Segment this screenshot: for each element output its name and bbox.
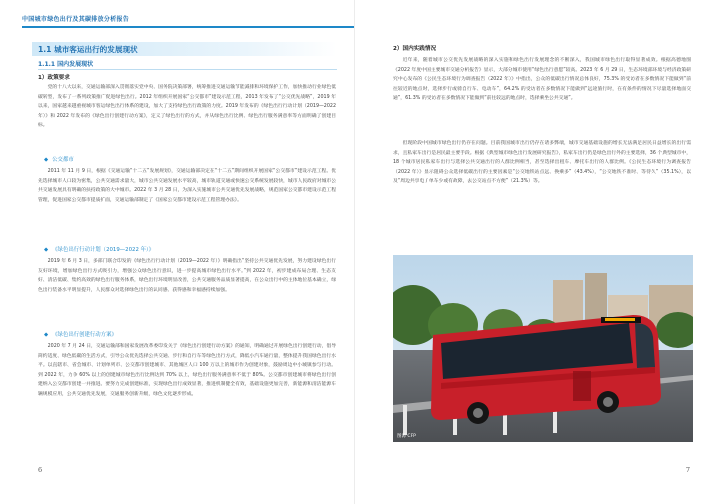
diamond-bullet-icon: ◆ xyxy=(44,332,49,338)
paragraph-green-travel-plan: 2019 年 6 月 3 日，多部门联合印发的《绿色出行行动计划（2019—2022 年）》明确指出“坚持公共交通优先发展，努力建设绿色出行友好环境，增加绿色出行方式吸引力，增强公众绿色出行意识，进一步提高城市绿色出行水平。”到 2022 年，初步建成布局合理、生态友好、清洁低碳、集约高效的绿色出行服务体系，绿色出行环境明显改善，公共交通服务品质显著提高，在公众出行中的主体地位基本确立，绿色出行装备水平明显提升，人民群众对选择绿色出行的认同感、获得感和幸福感持续加强。 xyxy=(38,259,336,293)
diamond-bullet-icon: ◆ xyxy=(44,157,49,163)
paragraph-public-transit-city: 2011 年 11 月 9 日，根据《交通运输“十二五”发展规划》，交通运输部决定在“十二五”期间组织开展国家“公交都市”建设示范工程。优先选择城市人口较为密集，公共交通需求量大，城市公共交通发展水平较高，城市轨道交通或快速公交系统发展较快，城市人民政府对城市公共交通发展具有明确的扶持政策的大中城市。2022 年 3 月 28 日，为深入实施城市公共交通优先发展战略，规范国家公交都市建设示范工程管理，促进国家公交都市提质扩面，交通运输部制定了《国家公交都市建设示范工程管理办法》。 xyxy=(38,169,336,203)
photo-caption: 图源 CFP xyxy=(397,434,416,439)
bus-photo xyxy=(393,255,693,442)
bullet-heading-public-transit-city xyxy=(44,155,74,163)
paragraph-green-travel-creation: 2020 年 7 月 24 日，交通运输部和国家发展改革委印发关于《绿色出行创建行动方案》的通知，明确通过开展绿色出行创建行动，倡导简约适度、绿色低碳的生活方式，引导公众优先选择公共交通、步行和自行车等绿色出行方式，降低小汽车通行量，整体提升我国绿色出行水平。以直辖市、省会城市、计划单列市、公交都市创建城市、其他城区人口 100 万以上的城市作为创建对象，鼓励周边中小城镇参与行动。到 2022 年，力争 60% 以上的创建城市绿色出行比例达到 70% 以上，绿色出行服务满意率不低于 80%。公交都市创建城市将绿色出行创建纳入公交都市创建一并推进。要努力完成创建标准，实现绿色出行成效显著，推进机制健全有效，基础设施更加完善，新能源和清洁能源车辆规模应用，公共交通优先发展，交通服务创新升级，绿色文化逐步形成。 xyxy=(38,344,336,397)
paragraph-domestic-practice-1: 近年来，随着城市公交优先发展战略的深入实施和绿色出行发展理念的不断深入，我国城市绿色出行取得显著成效。根据高德地图《2022 年度中国主要城市交通分析报告》显示，大部分城市使用“绿色出行意愿”较高。2023 年 6 月 29 日，生态环境部环境与经济政策研究中心发布的《公民生态环境行为调查报告（2022 年）》中指出，公众的低碳出行情况总体良好，75.3% 的受访者在多数情况下能做到“前往较近的地点时，选择步行或骑自行车、电动车”，64.2% 的受访者在多数情况下能做到“远途旅行时，在有条件的情况下尽量选择地面交通”，61.3% 的受访者在多数情况下能做到“前往较远的地点时，选择乘坐公共交通”。 xyxy=(393,58,691,102)
page-number-left: 6 xyxy=(38,466,43,474)
section-title: 1.1 城市客运出行的发展现状 xyxy=(38,45,138,54)
bullet-heading-green-travel-creation xyxy=(44,330,117,338)
heading-policy: 1）政策要求 xyxy=(38,75,70,81)
section-heading-band xyxy=(32,42,337,56)
page-number-right: 7 xyxy=(685,466,690,474)
running-header xyxy=(22,14,355,28)
bullet-label: 《绿色出行创建行动方案》 xyxy=(52,332,117,338)
paragraph-domestic-practice-2: 但现阶段中国城市绿色出行仍存在问题。目前我国城市出行仍存在诸多弊端，城市交通基础设施的增长无法满足居民日益增长的出行需求，且私家车出行是居民最主要手段。根据《典型城市绿色出行发展研究报告》，私家车出行仍是绿色出行外的主要选择，36 个典型城市中，18 个城市居民私家车出行与选择公共交通出行的人群比例相当，甚至选择出租车、摩托车出行的人群比例。《公民生态环境行为调查报告（2022 年）》显示阻碍公众选择低碳出行的主要因素是“公交地铁站点远、换乘多”（43.4%），“公交地铁不准时、等待久”（35.1%），以及“周边共享电 / 单车少或有故障，去公交站点不方便”（21.3%）等。 xyxy=(393,141,691,185)
paragraph-policy: 党的十八大以来，交通运输部深入贯彻落实党中央、国务院决策部署，统筹推进交通运输节能减排和环境保护工作，加快推动行业绿色低碳转型，发布了一系列政策推广促进绿色出行。2012 年组织开展国家“公交都市”建设示范工程，2013 年发布了“公交优先战略”，2019 年以来，国家越来越重视城市客运绿色出行体系的建设，加大了支持绿色出行政策的力度。2019 年发布的《绿色出行行动计划（2019—2022 年）》和 2022 年发布的《绿色出行创建行动方案》，定义了绿色出行的方式，并从绿色出行比例、绿色出行服务满意率等方面明确了创建目标。 xyxy=(38,85,336,129)
bus-photo-illustration xyxy=(393,255,693,442)
heading-domestic-practice: 2）国内实践情况 xyxy=(393,46,437,52)
bullet-heading-green-travel-plan xyxy=(44,245,154,253)
bullet-label: 公交都市 xyxy=(52,157,74,163)
diamond-bullet-icon: ◆ xyxy=(44,247,49,253)
bullet-label: 《绿色出行行动计划（2019—2022 年）》 xyxy=(52,247,155,253)
running-header-title: 中国城市绿色出行及其碳排放分析报告 xyxy=(22,16,130,23)
right-page xyxy=(355,0,710,504)
subsection-divider xyxy=(38,69,337,70)
subsection-title: 1.1.1 国内发展现状 xyxy=(38,61,94,68)
